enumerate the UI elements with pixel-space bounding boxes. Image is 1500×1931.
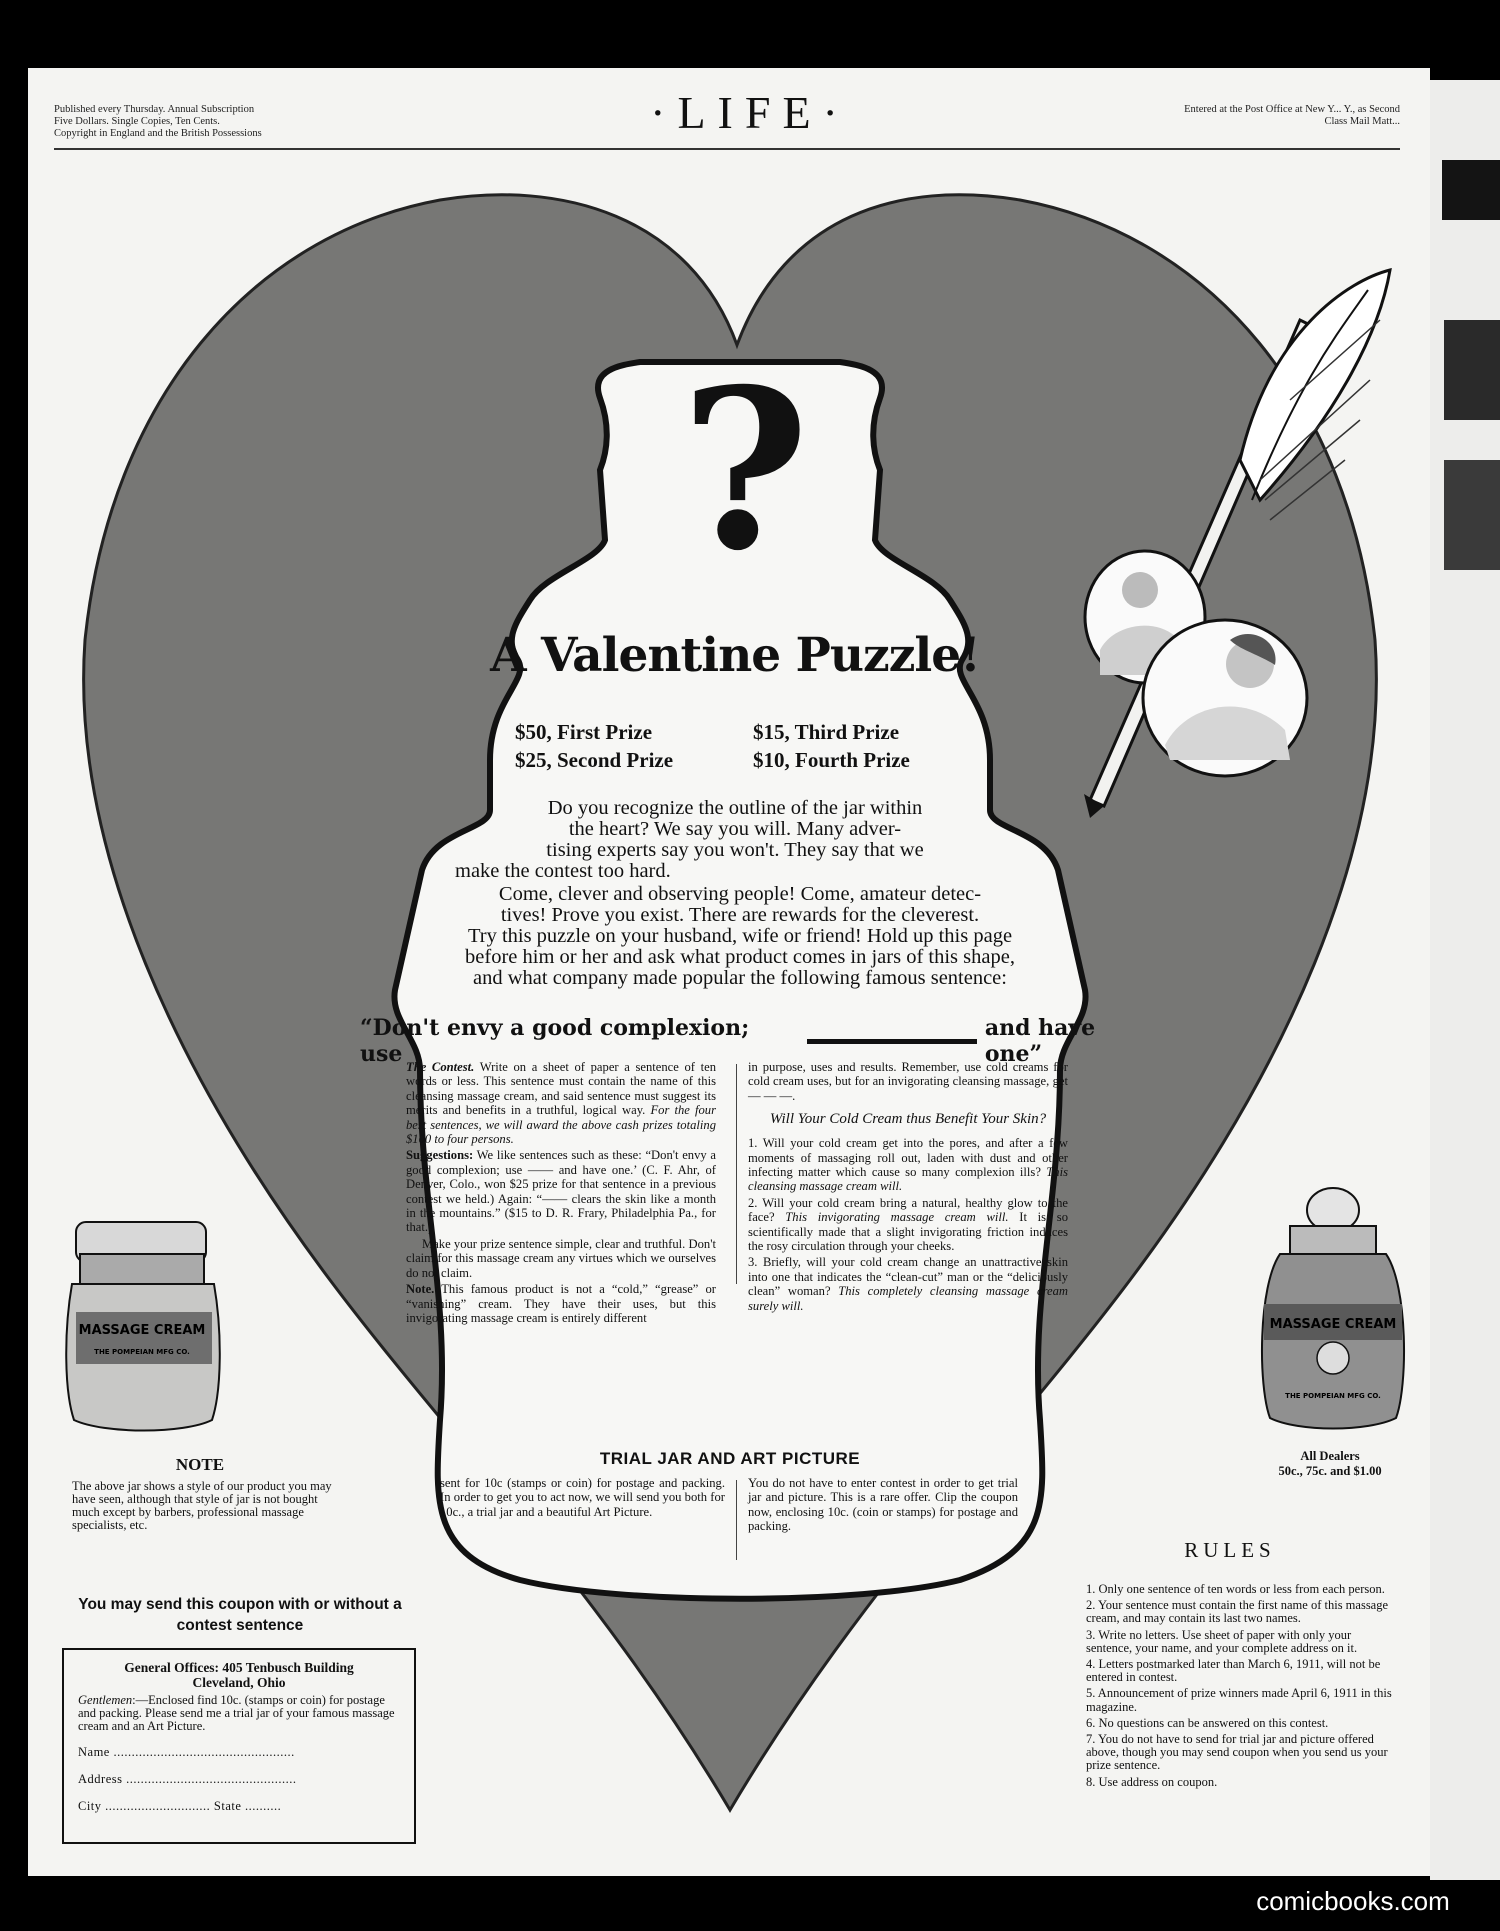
trial-text-right: You do not have to enter contest in order to get trial jar and picture. This is a rare offer. Clip the coupon now, enclosing 10c. (coin or stamps) for postage and packing. <box>748 1476 1018 1534</box>
rules-heading: RULES <box>1184 1538 1276 1562</box>
benefit-2: 2. Will your cold cream bring a natural, healthy glow to the face? <box>748 1195 1068 1225</box>
suggestions-text: We like sentences such as these: “Don't envy a good complexion; use —— and have one.’ (C. F. Ahr, of Denver, Colo., won $25 prize for that sentence in a previous contest we held.) Again: “—— clears the skin like a month in the mountains.” ($15 to D. R. Frary, Philadelphia Pa., for that.) <box>406 1148 716 1235</box>
intro-line: the heart? We say you will. Many adver- <box>568 818 902 840</box>
prize-second: $25, Second Prize <box>515 748 674 772</box>
prize-fourth: $10, Fourth Prize <box>753 748 910 772</box>
rule-item: 1. Only one sentence of ten words or less from each person. <box>1086 1582 1385 1596</box>
rule-item: 4. Letters postmarked later than March 6, 1911, will not be entered in contest. <box>1086 1657 1381 1685</box>
simple-text: Make your prize sentence simple, clear and truthful. Don't claim for this massage cream any virtues which we ourselves do not claim. <box>406 1236 716 1280</box>
intro-line: before him or her and ask what product comes in jars of this shape, <box>465 946 1015 968</box>
contest-label: The Contest. <box>406 1060 475 1074</box>
trial-heading: TRIAL JAR AND ART PICTURE <box>599 1449 861 1468</box>
slogan-start: “Don't envy a good complexion; use <box>360 1015 750 1067</box>
prize-list <box>515 718 985 774</box>
column-divider <box>736 1064 737 1284</box>
rule-item: 2. Your sentence must contain the first name of this massage cream, and may contain its last two names. <box>1086 1598 1389 1626</box>
name-label: Name <box>78 1745 110 1759</box>
jar-label: MASSAGE CREAM <box>78 1323 206 1338</box>
intro-line: tives! Prove you exist. There are rewards for the cleverest. <box>500 904 980 926</box>
name-field[interactable]: Name .................................................. <box>78 1745 295 1759</box>
intro-line: make the contest too hard. <box>455 860 671 882</box>
publication-line: Five Dollars. Single Copies, Ten Cents. <box>54 116 220 127</box>
rule-item: 7. You do not have to send for trial jar and picture offered above, though you may send coupon when you send us your prize sentence. <box>1086 1732 1388 1773</box>
note-label: Note. <box>406 1282 435 1297</box>
coupon-body <box>78 1694 400 1733</box>
trial-text-left: sent for 10c (stamps or coin) for postage and packing. In order to get you to act now, we will send you both for 10c., a trial jar and a beautiful Art Picture. <box>440 1476 725 1519</box>
massage-cream-jar-left <box>64 1220 224 1440</box>
contest-award-text: For the four best sentences, we will award the above cash prizes totaling $100 to four persons. <box>406 1103 716 1147</box>
benefit-3-answer: This completely cleansing massage cream surely will. <box>748 1284 1068 1313</box>
postal-line: Class Mail Matt... <box>1324 116 1400 127</box>
jar-maker-label: THE POMPEIAN MFG CO. <box>94 1348 190 1356</box>
prize-first: $50, First Prize <box>515 720 653 744</box>
column-divider <box>736 1480 737 1560</box>
jar-label: MASSAGE CREAM <box>1269 1317 1397 1332</box>
benefit-heading: Will Your Cold Cream thus Benefit Your Skin? <box>769 1111 1047 1128</box>
contest-column-right <box>748 1060 1068 1313</box>
site-watermark: comicbooks.com <box>1256 1886 1450 1916</box>
dealers-info <box>1250 1449 1410 1479</box>
benefit-1: 1. Will your cold cream get into the pores, and after a few moments of massaging roll out, laden with dust and other infecting matter which cause so many complexion ills? <box>748 1136 1068 1180</box>
rule-item: 6. No questions can be answered on this contest. <box>1086 1715 1329 1730</box>
office-city-line: Cleveland, Ohio <box>192 1675 286 1690</box>
question-mark: ? <box>680 340 810 599</box>
postal-line: Entered at the Post Office at New Y... Y., as Second <box>1184 104 1400 115</box>
intro-line: Do you recognize the outline of the jar within <box>547 797 923 819</box>
coupon-body-text: :—Enclosed find 10c. (stamps or coin) for postage and packing. Please send me a trial jar of your famous massage cream and an Art Picture. <box>78 1693 395 1733</box>
benefit-2-rest: It is so scientifically made that a slight invigorating friction induces the rosy circulation through your cheeks. <box>748 1210 1068 1254</box>
rule-item: 5. Announcement of prize winners made April 6, 1911 in this magazine. <box>1086 1686 1392 1714</box>
intro-line: Come, clever and observing people! Come, amateur detec- <box>498 883 982 905</box>
address-label: Address <box>78 1772 123 1786</box>
office-address-line: General Offices: 405 Tenbusch Building <box>124 1660 354 1675</box>
rule-item: 8. Use address on coupon. <box>1086 1774 1218 1789</box>
benefit-2-answer: This invigorating massage cream will. <box>785 1210 1009 1225</box>
coupon-heading: You may send this coupon with or without a contest sentence <box>78 1596 402 1634</box>
publication-line: Copyright in England and the British Possessions <box>54 128 262 139</box>
woman-portrait-medallion <box>1143 620 1307 776</box>
rules-list <box>1086 1583 1398 1792</box>
contest-column-left <box>406 1060 716 1325</box>
massage-cream-jar-right <box>1258 1186 1408 1436</box>
coupon-salutation: Gentlemen <box>78 1693 133 1707</box>
note-text: This famous product is not a “cold,” “grease” or “vanishing” cream. They have their uses, but this invigorating massage cream is entirely different <box>406 1282 716 1325</box>
prize-third: $15, Third Prize <box>753 720 900 744</box>
address-field[interactable]: Address ............................................... <box>78 1772 297 1786</box>
state-label: State <box>213 1799 242 1813</box>
intro-line: Try this puzzle on your husband, wife or friend! Hold up this page <box>467 925 1013 947</box>
price-line: 50c., 75c. and $1.00 <box>1278 1464 1382 1478</box>
benefit-3: 3. Briefly, will your cold cream change an unattractive skin into one that indicates the “clean-cut” man or the “deliciously clean” woman? <box>748 1255 1068 1299</box>
publication-line: Published every Thursday. Annual Subscription <box>54 104 255 115</box>
slogan-blank <box>807 1039 977 1044</box>
contest-text: Write on a sheet of paper a sentence of ten words or less. This sentence must contain the name of this cleansing massage cream, and said sentence must suggest its merits and benefits in a truthful, logical way. <box>406 1060 717 1118</box>
dealers-line: All Dealers <box>1300 1449 1360 1463</box>
suggestions-label: Suggestions: <box>406 1148 474 1163</box>
intro-line: and what company made popular the following famous sentence: <box>473 967 1007 989</box>
slogan-end: and have one” <box>984 1015 1096 1067</box>
city-label: City <box>78 1799 102 1813</box>
city-state-field[interactable]: City ............................. State .......... <box>78 1799 282 1813</box>
benefit-1-answer: This cleansing massage cream will. <box>748 1165 1068 1194</box>
note-heading: NOTE <box>175 1455 225 1474</box>
intro-line: tising experts say you won't. They say that we <box>546 839 924 861</box>
masthead: ·LIFE· <box>650 87 850 138</box>
right-column-intro: in purpose, uses and results. Remember, use cold creams for cold cream uses, but for an invigorating cleansing massage, get — — —. <box>748 1060 1068 1103</box>
order-coupon[interactable] <box>62 1648 416 1844</box>
rule-item: 3. Write no letters. Use sheet of paper with only your sentence, your name, and your complete address on it. <box>1086 1627 1358 1655</box>
ad-title: A Valentine Puzzle! <box>490 628 980 683</box>
note-text: The above jar shows a style of our product you may have seen, although that style of jar is not bought much except by barbers, professional massage specialists, etc. <box>72 1479 332 1532</box>
jar-maker-label: THE POMPEIAN MFG CO. <box>1285 1392 1381 1400</box>
